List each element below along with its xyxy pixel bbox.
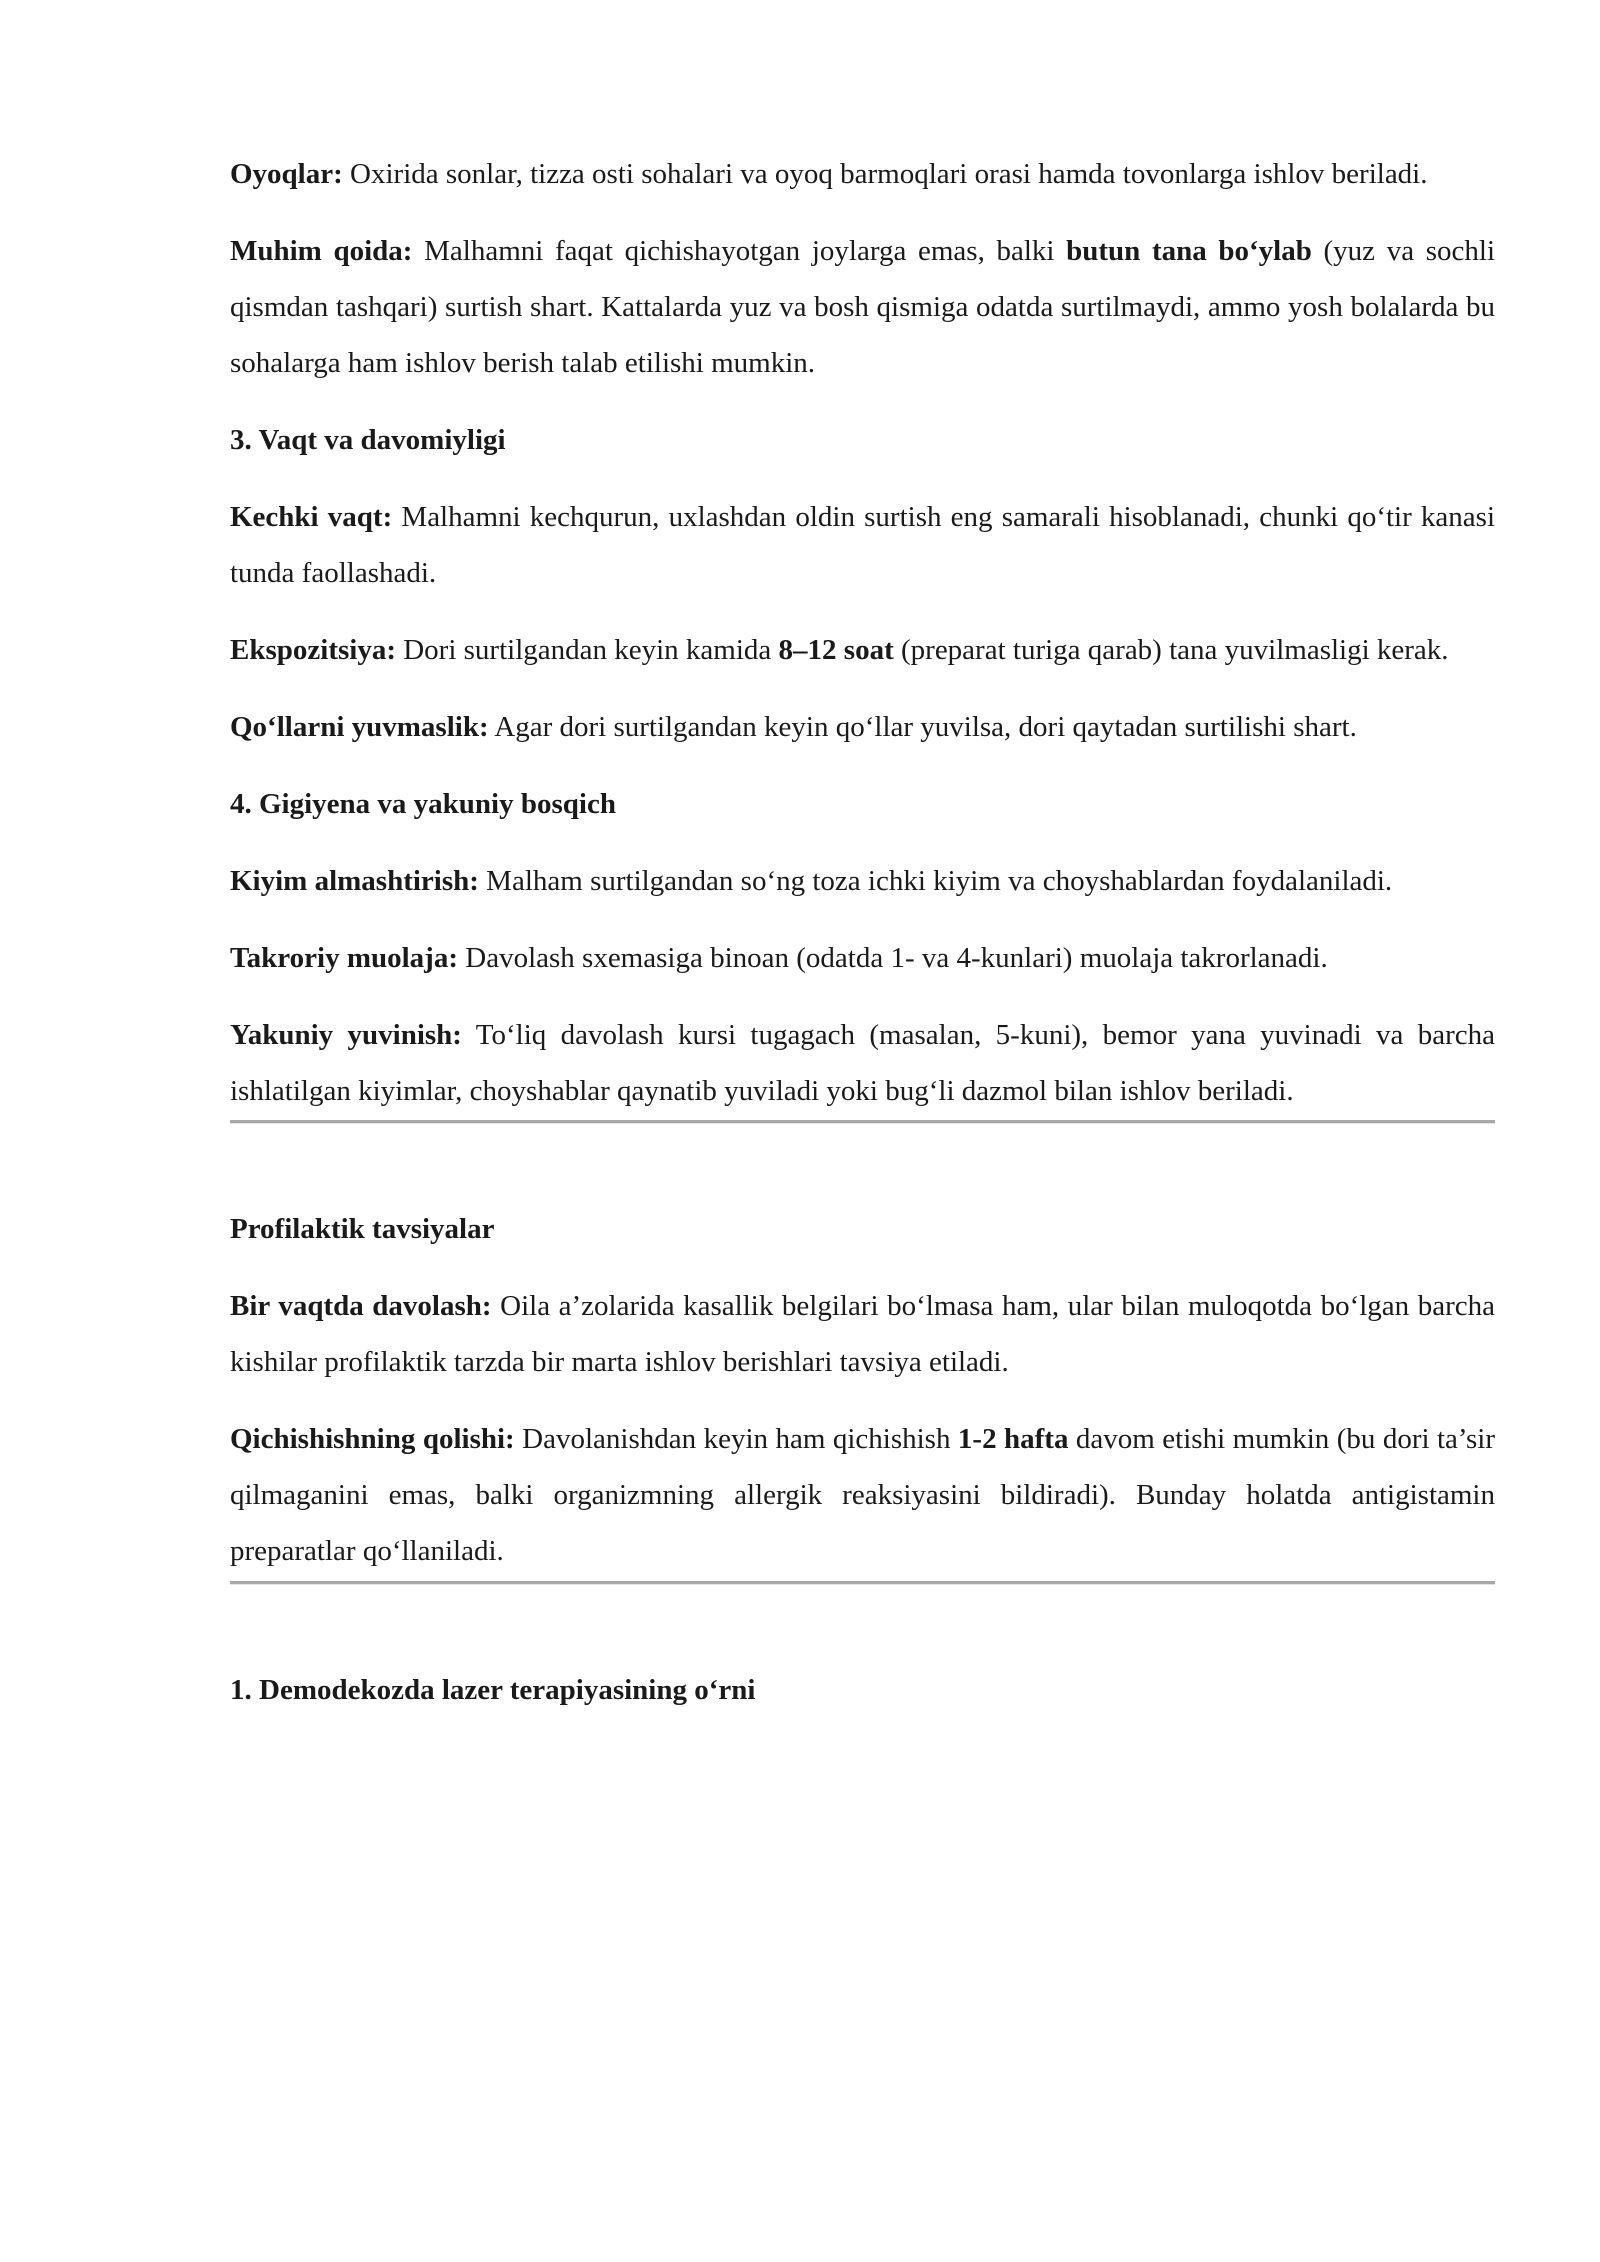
section-heading-prevention: Profilaktik tavsiyalar: [230, 1213, 495, 1245]
paragraph-important-rule: [230, 223, 1495, 391]
paragraph-legs: [230, 146, 1495, 202]
paragraph-itching-remains: [230, 1411, 1495, 1579]
term-label: Bir vaqtda davolash:: [230, 1290, 492, 1322]
paragraph-text: davom etishi mumkin (bu dori ta’sir qilmaganini emas, balki organizmning allergik reaksiyasini bildiradi). Bunday holatda antigistamin preparatlar qo‘llaniladi.: [230, 1423, 1495, 1567]
section-heading-laser: 1. Demodekozda lazer terapiyasining o‘rni: [230, 1674, 756, 1706]
emphasis: 1-2 hafta: [957, 1423, 1069, 1455]
emphasis: 8–12 soat: [778, 634, 894, 666]
emphasis: butun tana bo‘ylab: [1066, 235, 1312, 267]
paragraph-text: Malhamni kechqurun, uxlashdan oldin surtish eng samarali hisoblanadi, chunki qo‘tir kanasi tunda faollashadi.: [230, 501, 1495, 589]
paragraph-text: Davolanishdan keyin ham qichishish: [514, 1423, 958, 1455]
paragraph-text: (yuz va sochli qismdan tashqari) surtish shart. Kattalarda yuz va bosh qismiga odatda surtilmaydi, ammo yosh bolalarda bu sohalarga ham ishlov berish talab etilishi mumkin.: [230, 235, 1496, 379]
paragraph-text: Oxirida sonlar, tizza osti sohalari va oyoq barmoqlari orasi hamda tovonlarga ishlov beriladi.: [342, 158, 1428, 190]
section-heading-time: 3. Vaqt va davomiyligi: [230, 424, 506, 456]
section-heading-hygiene: 4. Gigiyena va yakuniy bosqich: [230, 788, 616, 820]
paragraph-text: Malhamni faqat qichishayotgan joylarga emas, balki: [412, 235, 1067, 267]
horizontal-divider: [230, 1120, 1495, 1123]
horizontal-divider: [230, 1581, 1495, 1584]
paragraph-text: Davolash sxemasiga binoan (odatda 1- va 4-kunlari) muolaja takrorlanadi.: [458, 942, 1328, 974]
term-label: Takroriy muolaja:: [230, 942, 458, 974]
term-label: Kechki vaqt:: [230, 501, 393, 533]
term-label: Qichishishning qolishi:: [230, 1423, 515, 1455]
paragraph-evening: [230, 489, 1495, 601]
paragraph-simultaneous: [230, 1278, 1495, 1390]
term-label: Oyoqlar:: [230, 158, 343, 190]
paragraph-text: To‘liq davolash kursi tugagach (masalan, 5-kuni), bemor yana yuvinadi va barcha ishlatilgan kiyimlar, choyshablar qaynatib yuviladi yoki bug‘li dazmol bilan ishlov beriladi.: [230, 1019, 1495, 1107]
paragraph-text: Malham surtilgandan so‘ng toza ichki kiyim va choyshablardan foydalaniladi.: [478, 865, 1393, 897]
paragraph-final-wash: [230, 1007, 1495, 1119]
paragraph-no-wash-hands: [230, 699, 1495, 755]
paragraph-text: Dori surtilgandan keyin kamida: [395, 634, 779, 666]
term-label: Qo‘llarni yuvmaslik:: [230, 711, 489, 743]
term-label: Ekspozitsiya:: [230, 634, 396, 666]
term-label: Kiyim almashtirish:: [230, 865, 479, 897]
term-label: Yakuniy yuvinish:: [230, 1019, 462, 1051]
document-page: [230, 146, 1495, 1739]
paragraph-exposure: [230, 622, 1495, 678]
paragraph-text: Agar dori surtilgandan keyin qo‘llar yuvilsa, dori qaytadan surtilishi shart.: [488, 711, 1357, 743]
paragraph-text: Oila a’zolarida kasallik belgilari bo‘lmasa ham, ular bilan muloqotda bo‘lgan barcha kishilar profilaktik tarzda bir marta ishlov berishlari tavsiya etiladi.: [230, 1290, 1496, 1378]
paragraph-change-clothes: [230, 853, 1495, 909]
paragraph-text: (preparat turiga qarab) tana yuvilmasligi kerak.: [893, 634, 1449, 666]
paragraph-repeat-treatment: [230, 930, 1495, 986]
term-label: Muhim qoida:: [230, 235, 413, 267]
